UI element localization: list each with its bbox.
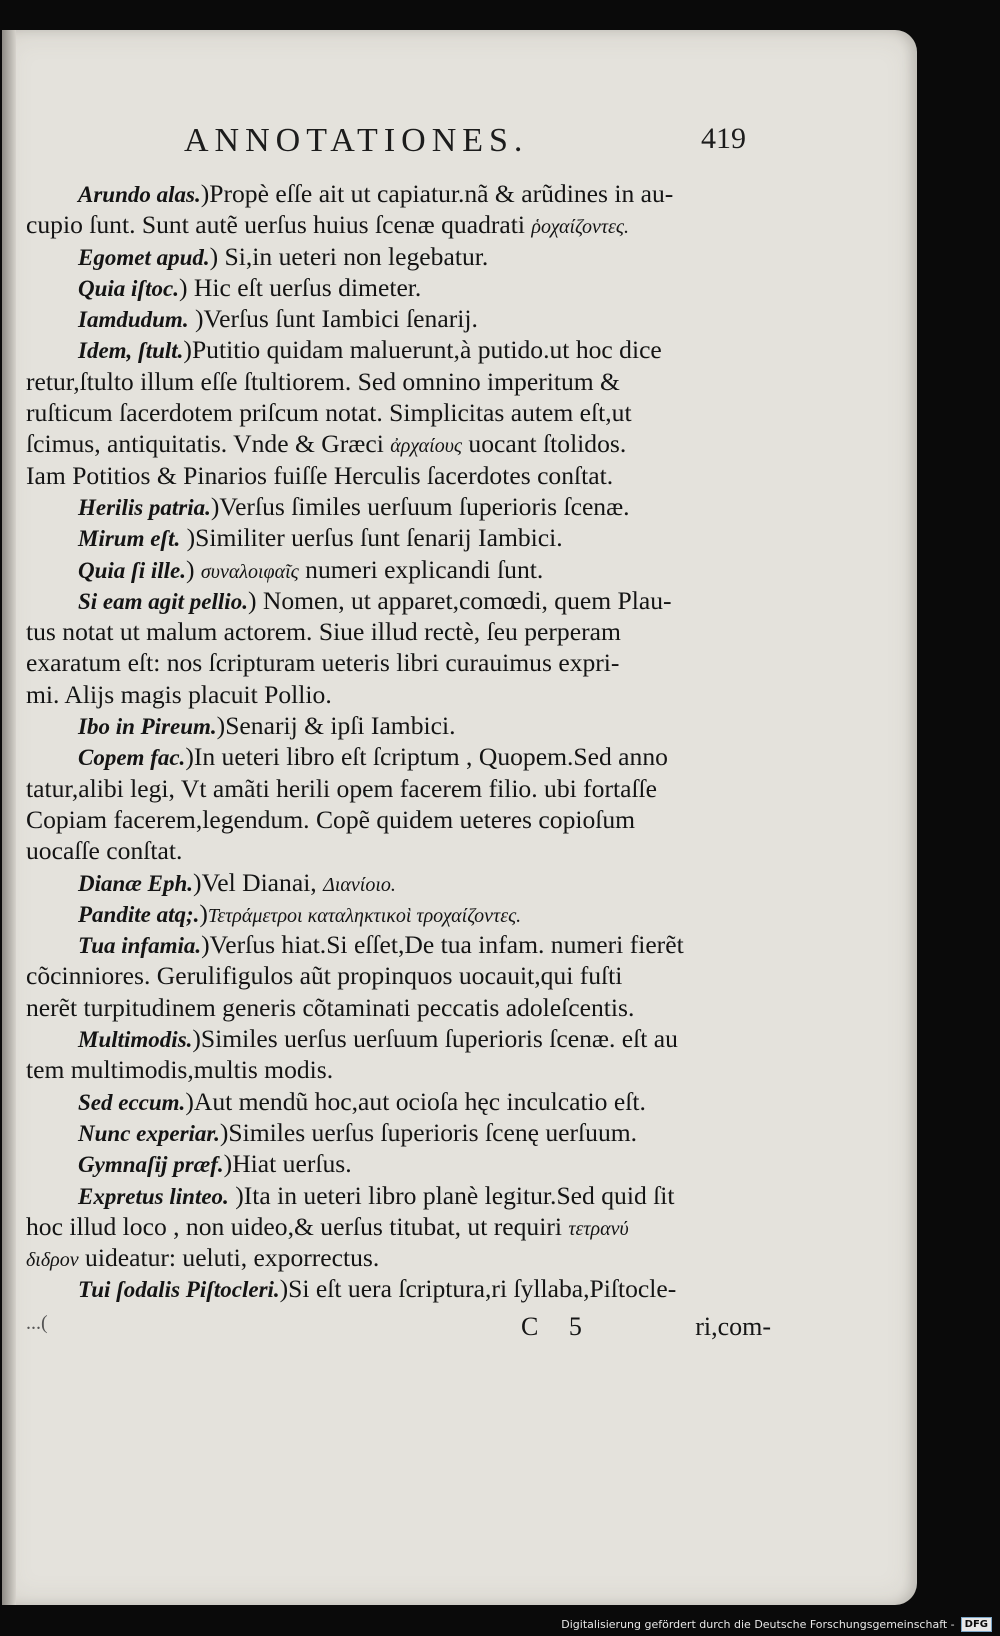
signature-line [26,1312,771,1348]
text-line [26,1273,771,1304]
lemma: Ibo in Pireum. [78,714,217,740]
page-header [184,118,754,166]
text-line [26,929,771,960]
greek-word: διδρον [26,1249,79,1272]
text-line [26,303,771,334]
line-text: ruſticum ſacerdotem priſcum notat. Simplicitas autem eſt,ut [26,398,632,428]
line-text: ) [185,554,201,584]
text-line [26,992,771,1023]
lemma: Si eam agit pellio. [78,588,248,614]
lemma: Tua infamia. [78,933,202,959]
line-text: uideatur: ueluti, exporrectus. [78,1243,380,1273]
book-page [2,30,917,1605]
text-line [26,366,771,397]
greek-word: ῥοχαίζοντες. [531,216,630,239]
dfg-logo-icon: DFG [961,1617,992,1632]
text-line [26,741,771,772]
lemma: Egomet apud. [78,244,210,270]
greek-word: ἀρχαίους [390,435,463,458]
line-text: exaratum eſt: nos ſcripturam ueteris libri curauimus expri- [26,648,620,678]
digitization-footer [561,1617,992,1632]
text-line [26,867,771,898]
lemma: Nunc experiar. [78,1120,220,1146]
text-line [26,491,771,522]
line-text: )Similes uerſus uerſuum ſuperioris ſcenæ. eſt au [192,1024,678,1054]
line-text: Iam Potitios & Pinarios fuiſſe Herculis ſacerdotes conſtat. [26,460,614,490]
annotation-text [26,178,771,1305]
running-title: ANNOTATIONES. [184,122,529,159]
greek-word: συναλοιφαῖς [200,560,299,583]
line-text: )Si eſt uera ſcriptura,ri ſyllaba,Piſtocle- [279,1274,677,1304]
line-text: uocaſſe conſtat. [26,836,183,866]
text-line [26,616,771,647]
text-line [26,334,771,365]
line-text: )Similiter uerſus ſunt ſenarij Iambici. [180,523,563,553]
line-text: )Similes uerſus ſuperioris ſcenę uerſuum. [219,1117,638,1147]
line-text: tatur,alibi legi, Vt amãti herili opem facerem filio. ubi fortaſſe [26,773,658,803]
greek-word: Διανίοιο. [323,873,396,896]
text-line [26,679,771,710]
line-text: )In ueteri libro eſt ſcriptum , Quopem.Sed anno [185,742,668,772]
text-line [26,178,771,209]
line-text: )Verſus hiat.Si eſſet,De tua infam. numeri fierẽt [201,930,684,960]
lemma: Multimodis. [78,1027,193,1053]
line-text: ſcimus, antiquitatis. Vnde & Græci [26,429,391,459]
lemma: Expretus linteo. [78,1183,229,1209]
text-line [26,835,771,866]
text-line [26,522,771,553]
lemma: Herilis patria. [78,494,211,520]
line-text: hoc illud loco , non uideo,& uerſus titubat, ut requiri [26,1211,569,1241]
greek-word: τετρανύ [568,1217,629,1240]
line-text: nerẽt turpitudinem generis cõtaminati peccatis adoleſcentis. [26,992,635,1022]
line-text: ) Hic eſt uerſus dimeter. [178,272,422,302]
text-line [26,1117,771,1148]
line-text: retur,ſtulto illum eſſe ſtultiorem. Sed omnino imperitum & [26,366,620,396]
text-line [26,241,771,272]
line-text: )Putitio quidam maluerunt,à putido.ut hoc dice [183,335,662,365]
lemma: Mirum eſt. [78,526,181,552]
line-text: cupio ſunt. Sunt autẽ uerſus huius ſcenæ quadrati [26,210,532,240]
text-line [26,804,771,835]
line-text: )Verſus ſunt Iambici ſenarij. [188,304,478,334]
text-line [26,1148,771,1179]
lemma: Gymnaſij præf. [78,1152,224,1178]
line-text: cõcinniores. Gerulifigulos aũt propinquos uocauit,qui fuſti [26,961,623,991]
line-text: )Ita in ueteri libro planè legitur.Sed quid ſit [228,1180,675,1210]
text-line [26,710,771,741]
line-text: mi. Alijs magis placuit Pollio. [26,679,332,709]
page-number: 419 [701,122,746,155]
lemma: Quia iſtoc. [78,275,179,301]
text-line [26,898,771,929]
line-text: ) Si,in ueteri non legebatur. [209,241,489,271]
text-line [26,1211,771,1242]
line-text: ) Nomen, ut apparet,comœdi, quem Plau- [247,585,672,615]
lemma: Tui ſodalis Piſtocleri. [78,1277,280,1303]
line-text: )Vel Dianai, [193,867,324,897]
text-line [26,209,771,240]
lemma: Quia ſi ille. [78,557,186,583]
text-line [26,1180,771,1211]
text-line [26,397,771,428]
line-text: tem multimodis,multis modis. [26,1055,334,1085]
lemma: Pandite atq;. [78,901,200,927]
catchword: ri,com- [695,1312,771,1341]
marginal-mark: ...( [26,1312,48,1334]
signature-mark: C 5 [521,1312,594,1341]
text-line [26,1242,771,1273]
text-line [26,460,771,491]
text-line [26,554,771,585]
line-text: tus notat ut malum actorem. Siue illud rectè, ſeu perperam [26,617,621,647]
line-text: )Aut mendũ hoc,aut ocioſa hęc inculcatio eſt. [185,1086,646,1116]
lemma: Dianæ Eph. [78,870,194,896]
greek-word: Τετράμετροι καταληκτικοὶ τροχαίζοντες. [207,904,522,927]
text-line [26,1023,771,1054]
text-line [26,585,771,616]
lemma: Sed eccum. [78,1089,186,1115]
text-line [26,1086,771,1117]
line-text: )Verſus ſimiles uerſuum ſuperioris ſcenæ. [210,491,630,521]
text-line [26,428,771,459]
line-text: )Hiat uerſus. [223,1149,352,1179]
digitization-credit: Digitalisierung gefördert durch die Deutsche Forschungsgemeinschaft - [561,1618,955,1631]
line-text: )Propè eſſe ait ut capiatur.nã & arũdines in au- [200,179,674,208]
line-text: ) [199,898,208,928]
lemma: Arundo alas. [78,182,201,207]
text-line [26,1054,771,1085]
lemma: Copem fac. [78,745,186,771]
line-text: )Senarij & ipſi Iambici. [216,711,456,741]
text-line [26,773,771,804]
text-line [26,272,771,303]
lemma: Idem, ſtult. [78,338,184,364]
text-line [26,960,771,991]
lemma: Iamdudum. [78,307,189,333]
line-text: Copiam facerem,legendum. Copẽ quidem ueteres copioſum [26,804,636,834]
page-gutter [2,30,16,1605]
line-text: numeri explicandi ſunt. [298,554,544,584]
text-line [26,647,771,678]
line-text: uocant ſtolidos. [462,429,627,459]
